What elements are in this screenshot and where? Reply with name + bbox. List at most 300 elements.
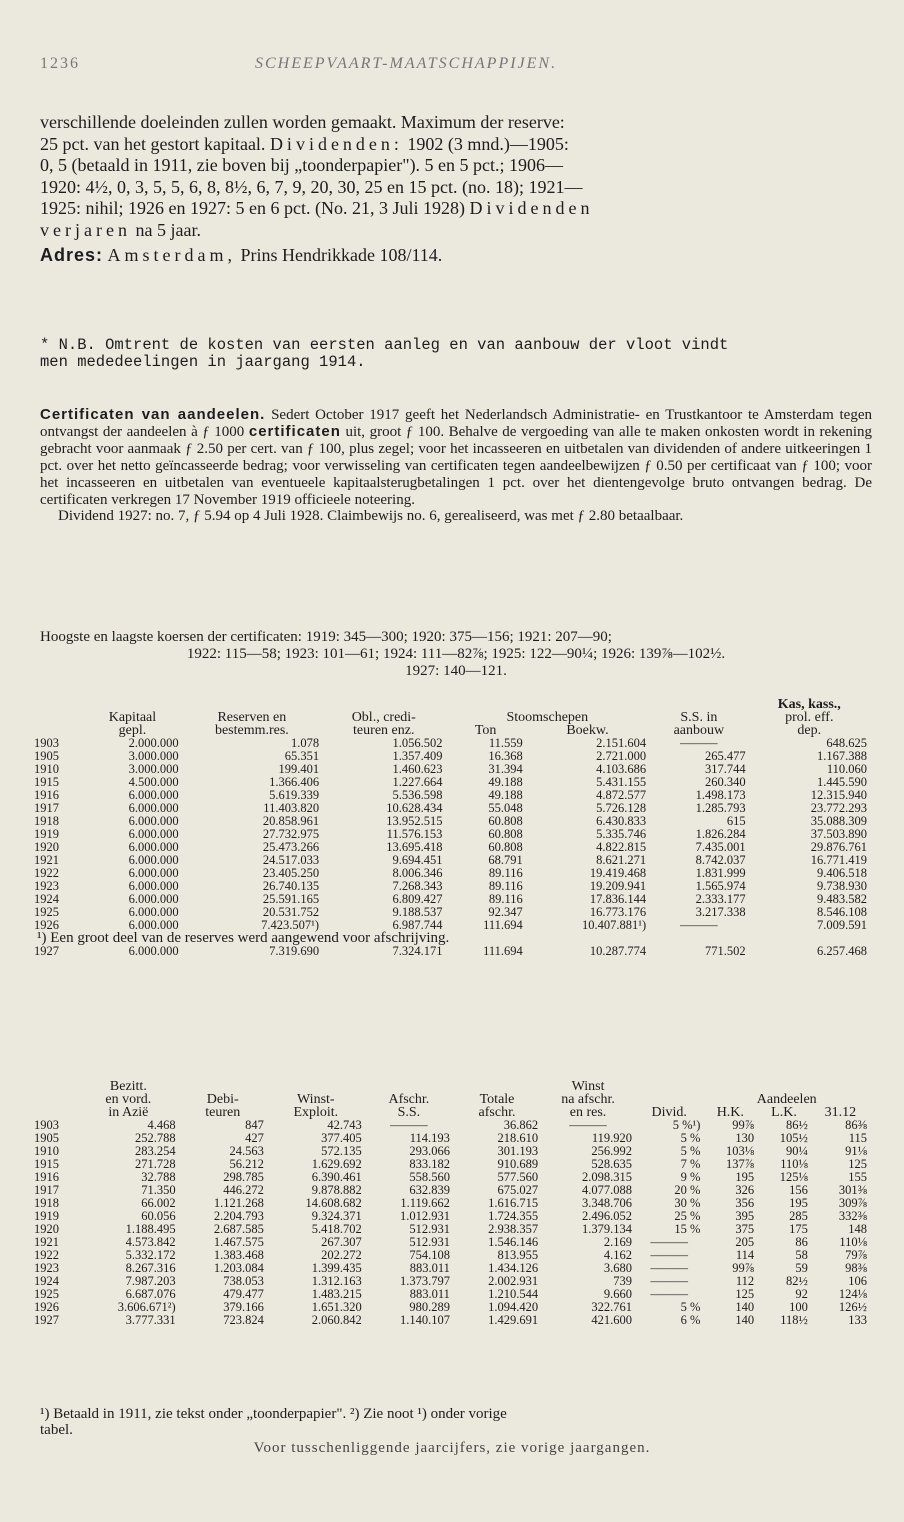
- table-cell: ———: [650, 1248, 688, 1262]
- table-cell: 2.002.931: [488, 1274, 539, 1288]
- table-cell: 125: [735, 1287, 755, 1301]
- table-cell: 110.060: [826, 762, 867, 776]
- table-cell: 6.987.744: [392, 918, 443, 932]
- table-cell: 105½: [779, 1131, 808, 1145]
- year-cell: 1923: [34, 1261, 59, 1275]
- column-header: Winst-: [297, 1092, 335, 1107]
- year-cell: 1922: [34, 1248, 59, 1262]
- table-cell: 512.931: [409, 1222, 450, 1236]
- table-cell: 1.094.420: [488, 1300, 539, 1314]
- price-line: Hoogste en laagste koersen der certificaten: 1919: 345—300; 1920: 375—156; 1921: 207—90;: [40, 629, 612, 645]
- table-cell: 10.407.881¹): [581, 918, 647, 932]
- table-cell: 6.000.000: [128, 879, 179, 893]
- table-cell: 7.319.690: [269, 944, 320, 958]
- table-cell: 4.573.842: [125, 1235, 176, 1249]
- table-cell: 6.809.427: [392, 892, 443, 906]
- table-cell: 9.324.371: [311, 1209, 362, 1223]
- year-cell: 1915: [34, 775, 59, 789]
- table-cell: 4.500.000: [128, 775, 179, 789]
- table-cell: 6.000.000: [128, 840, 179, 854]
- table-cell: 723.824: [223, 1313, 264, 1327]
- table-cell: 301.193: [497, 1144, 539, 1158]
- table-cell: 1.056.502: [392, 736, 443, 750]
- table-cell: 23.405.250: [262, 866, 320, 880]
- table-cell: 114: [735, 1248, 755, 1262]
- year-cell: 1927: [34, 944, 59, 958]
- table-cell: 25.591.165: [262, 892, 320, 906]
- year-cell: 1926: [34, 1300, 59, 1314]
- para-text: 1902 (3 mnd.)—1905:: [407, 133, 569, 154]
- table-cell: 632.839: [409, 1183, 450, 1197]
- table-cell: 1.167.388: [817, 749, 867, 763]
- table-cell: 130: [735, 1131, 755, 1145]
- table-cell: 3.000.000: [128, 749, 179, 763]
- table-row: [34, 1314, 870, 1327]
- table-cell: 9.188.537: [392, 905, 443, 919]
- table-cell: 1.629.692: [311, 1157, 362, 1171]
- table-cell: 883.011: [409, 1287, 450, 1301]
- table-cell: 3.680: [603, 1261, 632, 1275]
- table-cell: 55.048: [488, 801, 523, 815]
- column-header: Bezitt.: [109, 1079, 147, 1094]
- table-cell: 252.788: [135, 1131, 176, 1145]
- column-header: in Azië: [108, 1105, 149, 1120]
- column-header: L.K.: [771, 1105, 797, 1120]
- table-cell: 5.536.598: [392, 788, 443, 802]
- table-cell: 675.027: [497, 1183, 539, 1197]
- table-note: ¹) Een groot deel van de reserves werd aangewend voor afschrijving.: [37, 930, 450, 946]
- column-header: bestemm.res.: [214, 723, 289, 738]
- table-cell: 36.862: [503, 1118, 539, 1132]
- table-cell: 1.445.590: [817, 775, 867, 789]
- table-cell: 155: [848, 1170, 867, 1184]
- closing-note: Voor tusschenliggende jaarcijfers, zie vorige jaargangen.: [253, 1440, 651, 1456]
- table-cell: 13.952.515: [386, 814, 443, 828]
- column-header: Kas, kass.,: [777, 697, 841, 712]
- table-cell: 98⅜: [845, 1261, 867, 1275]
- table-cell: 114.193: [409, 1131, 450, 1145]
- table-cell: 4.872.577: [596, 788, 647, 802]
- column-header: Divid.: [651, 1105, 687, 1120]
- table-cell: 980.289: [409, 1300, 450, 1314]
- table-cell: 49.188: [488, 788, 523, 802]
- table-cell: 60.056: [141, 1209, 176, 1223]
- table-cell: 771.502: [704, 944, 746, 958]
- table-cell: 2.060.842: [311, 1313, 362, 1327]
- table-cell: 1.366.406: [269, 775, 320, 789]
- table-cell: 6.000.000: [128, 827, 179, 841]
- table-cell: 2.169: [603, 1235, 632, 1249]
- table-cell: 89.116: [488, 866, 523, 880]
- table-cell: 265.477: [704, 749, 746, 763]
- table-cell: 648.625: [826, 736, 867, 750]
- table-cell: 11.559: [488, 736, 523, 750]
- column-header: en vord.: [105, 1092, 152, 1107]
- table-cell: 1.227.664: [392, 775, 443, 789]
- table-cell: 446.272: [223, 1183, 264, 1197]
- table-cell: 317.744: [704, 762, 746, 776]
- nb-note: [40, 337, 872, 371]
- column-header: aanbouw: [673, 723, 725, 738]
- year-cell: 1917: [34, 801, 59, 815]
- table-cell: 1.546.146: [488, 1235, 539, 1249]
- table-cell: 1.616.715: [488, 1196, 539, 1210]
- certificates-paragraph: [40, 407, 872, 525]
- footnote-line: tabel.: [40, 1422, 73, 1438]
- table-cell: 15 %: [674, 1222, 701, 1236]
- table-cell: 79⅞: [845, 1248, 867, 1262]
- cert-text: uit, groot ƒ 100. Behalve de vergoeding van alle te maken onkosten wordt in rekening gebracht voor aanmaak ƒ 2.50 per cert. van ƒ 100, plus zegel; voor het incasseeren en uitbetalen van dividenden of andere uitkeeringen 1 pct. over het netto geïncasseerde bedrag; voor verwisseling van certificaten tegen aandeelbewijzen ƒ 0.50 per certificaat van ƒ 100; voor het incasseeren en uitbetalen van eventueele kapitaalsterugbetalingen 1 pct. over het dientengevolge bruto ontvangen bedrag. De certificaten verkregen 17 November 1919 officieele noteering.: [40, 423, 872, 508]
- table-cell: 1.724.355: [488, 1209, 539, 1223]
- column-header: Ton: [474, 723, 497, 738]
- table-cell: 1.188.495: [125, 1222, 176, 1236]
- table-cell: 421.600: [591, 1313, 632, 1327]
- table-cell: 16.368: [488, 749, 523, 763]
- table-cell: 68.791: [488, 853, 523, 867]
- table-cell: 3.777.331: [125, 1313, 176, 1327]
- address-line: [40, 245, 872, 267]
- table-cell: 1.460.623: [392, 762, 443, 776]
- table-cell: 379.166: [223, 1300, 264, 1314]
- table-cell: 89.116: [488, 892, 523, 906]
- table-cell: 375: [735, 1222, 755, 1236]
- column-header: S.S. in: [680, 710, 718, 725]
- table-cell: 9.483.582: [817, 892, 867, 906]
- year-cell: 1925: [34, 905, 59, 919]
- table-cell: 7.268.343: [392, 879, 443, 893]
- table-cell: 5 %¹): [672, 1118, 701, 1132]
- table-cell: 9.406.518: [817, 866, 867, 880]
- table-cell: 5.418.702: [311, 1222, 362, 1236]
- table-cell: 6.000.000: [128, 918, 179, 932]
- table-cell: 7.987.203: [125, 1274, 176, 1288]
- table-cell: 309⅞: [838, 1196, 867, 1210]
- table-cell: 1.140.107: [399, 1313, 450, 1327]
- table-cell: 86½: [785, 1118, 808, 1132]
- table-cell: 5.335.746: [596, 827, 647, 841]
- para-text: na 5 jaar.: [135, 219, 201, 240]
- table-cell: 6 %: [680, 1313, 701, 1327]
- table-cell: 512.931: [409, 1235, 450, 1249]
- table-cell: 5.332.172: [125, 1248, 176, 1262]
- column-header: Exploit.: [293, 1105, 339, 1120]
- table-cell: 1.383.468: [213, 1248, 264, 1262]
- certificates-heading: Certificaten van aandeelen.: [40, 406, 266, 423]
- profit-table: [34, 1080, 870, 1327]
- table-cell: 86⅜: [845, 1118, 867, 1132]
- column-header: S.S.: [397, 1105, 421, 1120]
- year-cell: 1925: [34, 1287, 59, 1301]
- table-cell: 5.431.155: [596, 775, 647, 789]
- para-line: 0, 5 (betaald in 1911, zie boven bij „toonderpapier"). 5 en 5 pct.; 1906—: [40, 155, 564, 175]
- column-header: Obl., credi-: [351, 710, 416, 725]
- table-cell: 100: [789, 1300, 808, 1314]
- table-cell: 6.000.000: [128, 801, 179, 815]
- column-header: Afschr.: [388, 1092, 430, 1107]
- table-cell: 111.694: [483, 944, 523, 958]
- year-cell: 1921: [34, 1235, 59, 1249]
- table-cell: 133: [848, 1313, 867, 1327]
- table-cell: 1.483.215: [311, 1287, 362, 1301]
- year-cell: 1922: [34, 866, 59, 880]
- table-row: [34, 945, 870, 958]
- para-line: [40, 198, 872, 220]
- table-cell: ———: [650, 1274, 688, 1288]
- column-header: Aandeelen: [756, 1092, 817, 1107]
- table-cell: 92.347: [488, 905, 523, 919]
- column-header: gepl.: [118, 723, 147, 738]
- table-cell: 910.689: [497, 1157, 539, 1171]
- table-cell: 20.531.752: [262, 905, 320, 919]
- column-header: na afschr.: [561, 1092, 615, 1107]
- table-cell: 2.938.357: [488, 1222, 539, 1236]
- table-cell: 847: [245, 1118, 264, 1132]
- table-cell: 883.011: [409, 1261, 450, 1275]
- column-header: teuren: [205, 1105, 241, 1120]
- column-header: Totale: [479, 1092, 515, 1107]
- table-cell: 24.563: [229, 1144, 264, 1158]
- table-cell: 11.576.153: [386, 827, 443, 841]
- table-cell: 126½: [838, 1300, 867, 1314]
- table-cell: 6.687.076: [125, 1287, 176, 1301]
- table-cell: 11.403.820: [263, 801, 320, 815]
- table-cell: 4.162: [603, 1248, 632, 1262]
- table-cell: 301⅜: [838, 1183, 867, 1197]
- table-cell: 89.116: [488, 879, 523, 893]
- year-cell: 1915: [34, 1157, 59, 1171]
- table-cell: 7.423.507¹): [261, 918, 320, 932]
- table-cell: 2.687.585: [213, 1222, 264, 1236]
- table-cell: 60.808: [488, 827, 523, 841]
- address-label: Adres:: [40, 245, 104, 265]
- year-cell: 1905: [34, 749, 59, 763]
- table-cell: 125⅛: [779, 1170, 808, 1184]
- table-cell: 1.826.284: [695, 827, 746, 841]
- footnote-line: ¹) Betaald in 1911, zie tekst onder „toonderpapier". ²) Zie noot ¹) onder vorige: [40, 1406, 507, 1422]
- table-cell: 119.920: [591, 1131, 632, 1145]
- table-cell: 1.831.999: [695, 866, 746, 880]
- table-cell: 5.726.128: [596, 801, 647, 815]
- table-cell: 19.419.468: [589, 866, 647, 880]
- table-cell: 298.785: [223, 1170, 264, 1184]
- table-cell: 7.009.591: [817, 918, 867, 932]
- table-cell: 395: [735, 1209, 755, 1223]
- table-cell: 271.728: [135, 1157, 176, 1171]
- table-cell: 8.546.108: [817, 905, 867, 919]
- table-cell: 30 %: [674, 1196, 701, 1210]
- nb-line: men mededeelingen in jaargang 1914.: [40, 353, 366, 371]
- para-line: 1920: 4½, 0, 3, 5, 5, 6, 8, 8½, 6, 7, 9, 20, 30, 25 en 15 pct. (no. 18); 1921—: [40, 176, 583, 197]
- table-cell: 59: [795, 1261, 808, 1275]
- table-cell: 111.694: [483, 918, 523, 932]
- table-cell: 1.312.163: [311, 1274, 362, 1288]
- table-cell: 377.405: [321, 1131, 362, 1145]
- table-cell: 60.808: [488, 814, 523, 828]
- price-line: 1922: 115—58; 1923: 101—61; 1924: 111—82⅞; 1925: 122—90¼; 1926: 139⅞—102½.: [186, 646, 726, 662]
- year-cell: 1926: [34, 918, 59, 932]
- table-cell: 218.610: [497, 1131, 539, 1145]
- column-header: Winst: [571, 1079, 605, 1094]
- year-cell: 1924: [34, 892, 59, 906]
- table-cell: 1.565.974: [695, 879, 746, 893]
- table-cell: 293.066: [409, 1144, 450, 1158]
- table-cell: 58: [795, 1248, 808, 1262]
- table-cell: 86: [795, 1235, 808, 1249]
- table-cell: 7.324.171: [392, 944, 443, 958]
- table-cell: 1.429.691: [488, 1313, 539, 1327]
- table-cell: 285: [789, 1209, 808, 1223]
- cert-text: Sedert October 1917 geeft het Nederlandsch Administratie- en Trustkantoor te Amsterdam tegen ontvangst der aandeelen à ƒ 1000: [40, 407, 872, 440]
- table-cell: 112: [735, 1274, 755, 1288]
- table-cell: 6.000.000: [128, 905, 179, 919]
- year-cell: 1903: [34, 1118, 59, 1132]
- cert-bold: certificaten: [248, 422, 341, 440]
- table-cell: 427: [245, 1131, 264, 1145]
- table-cell: 25.473.266: [262, 840, 320, 854]
- column-header: en res.: [569, 1105, 607, 1120]
- address-street: Prins Hendrikkade 108/114.: [240, 245, 443, 265]
- table-cell: 1.399.435: [311, 1261, 362, 1275]
- table-cell: 6.430.833: [596, 814, 647, 828]
- table-body: [34, 737, 870, 932]
- table-cell: 1.357.409: [392, 749, 443, 763]
- table-cell: 71.350: [141, 1183, 176, 1197]
- table-cell: 2.204.793: [213, 1209, 264, 1223]
- column-header: dep.: [797, 723, 822, 738]
- table-cell: 99⅞: [732, 1118, 755, 1132]
- table-cell: ———: [650, 1287, 688, 1301]
- table-cell: 2.496.052: [581, 1209, 632, 1223]
- running-title: SCHEEPVAART-MAATSCHAPPIJEN.: [255, 55, 558, 72]
- column-header: H.K.: [716, 1105, 744, 1120]
- table-cell: 6.000.000: [128, 944, 179, 958]
- table-cell: 1.210.544: [488, 1287, 539, 1301]
- table-cell: 3.217.338: [695, 905, 746, 919]
- table-cell: 66.002: [141, 1196, 176, 1210]
- table-cell: 195: [735, 1170, 755, 1184]
- verjaren-label: verjaren: [40, 219, 131, 240]
- table-cell: 577.560: [497, 1170, 539, 1184]
- table-cell: 5 %: [680, 1131, 701, 1145]
- table-cell: 125: [848, 1157, 867, 1171]
- table-cell: 3.606.671²): [117, 1300, 176, 1314]
- table-cell: 10.628.434: [386, 801, 443, 815]
- table-cell: 3.000.000: [128, 762, 179, 776]
- table-cell: 256.992: [591, 1144, 632, 1158]
- table-cell: 32.788: [141, 1170, 176, 1184]
- table-cell: 140: [735, 1300, 755, 1314]
- table-cell: 2.098.315: [581, 1170, 632, 1184]
- table-cell: 106: [848, 1274, 867, 1288]
- table-cell: 528.635: [591, 1157, 632, 1171]
- table-cell: 137⅞: [726, 1157, 755, 1171]
- table-cell: 4.822.815: [596, 840, 647, 854]
- table-cell: 13.695.418: [386, 840, 443, 854]
- table-cell: 103⅛: [726, 1144, 755, 1158]
- table-cell: 2.151.604: [596, 736, 647, 750]
- table-cell: 572.135: [321, 1144, 362, 1158]
- table-cell: 82½: [785, 1274, 808, 1288]
- table-cell: 90¼: [785, 1144, 808, 1158]
- table-cell: 12.315.940: [810, 788, 867, 802]
- table-cell: 813.955: [497, 1248, 539, 1262]
- table-cell: 8.621.271: [596, 853, 647, 867]
- table-cell: 8.267.316: [125, 1261, 176, 1275]
- balance-table: [34, 698, 870, 958]
- dividend-paragraph: [40, 112, 872, 267]
- table-cell: 29.876.761: [810, 840, 867, 854]
- year-cell: 1923: [34, 879, 59, 893]
- table-cell: 739: [613, 1274, 632, 1288]
- table-cell: 4.103.686: [596, 762, 647, 776]
- table-cell: 1.203.084: [213, 1261, 264, 1275]
- year-cell: 1927: [34, 1313, 59, 1327]
- year-cell: 1910: [34, 1144, 59, 1158]
- table-cell: 2.000.000: [128, 736, 179, 750]
- table-cell: 205: [735, 1235, 755, 1249]
- table-cell: 110⅛: [780, 1157, 808, 1171]
- table-cell: 26.740.135: [262, 879, 320, 893]
- table-cell: 140: [735, 1313, 755, 1327]
- table-cell: ———: [650, 1235, 688, 1249]
- table-cell: 20 %: [674, 1183, 701, 1197]
- footnote: [40, 1406, 872, 1438]
- table-cell: 267.307: [321, 1235, 362, 1249]
- table-cell: 6.000.000: [128, 853, 179, 867]
- table-cell: 9.694.451: [392, 853, 443, 867]
- table-cell: 92: [795, 1287, 808, 1301]
- year-cell: 1916: [34, 1170, 59, 1184]
- table-cell: 6.000.000: [128, 814, 179, 828]
- table-cell: 175: [789, 1222, 808, 1236]
- table-cell: 1.119.662: [400, 1196, 450, 1210]
- table-cell: 1.078: [290, 736, 320, 750]
- table-cell: 91⅛: [845, 1144, 867, 1158]
- table-cell: 60.808: [488, 840, 523, 854]
- table-cell: 110⅛: [839, 1235, 867, 1249]
- column-header: Reserven en: [217, 710, 287, 725]
- table-header-row: [34, 711, 870, 724]
- address-city: Amsterdam,: [107, 245, 236, 265]
- dividenden-label: Dividenden: [469, 198, 594, 218]
- para-line: [40, 134, 872, 156]
- table-cell: 260.340: [704, 775, 746, 789]
- year-cell: 1920: [34, 840, 59, 854]
- table-cell: 1.121.268: [213, 1196, 264, 1210]
- para-line: verschillende doeleinden zullen worden gemaakt. Maximum der reserve:: [40, 112, 565, 132]
- table-cell: 9.878.882: [311, 1183, 362, 1197]
- table-cell: 19.209.941: [589, 879, 647, 893]
- year-cell: 1905: [34, 1131, 59, 1145]
- table-cell: 195: [789, 1196, 808, 1210]
- table-cell: 16.771.419: [810, 853, 867, 867]
- table-body: [34, 945, 870, 958]
- table-cell: 7 %: [680, 1157, 701, 1171]
- table-cell: 754.108: [409, 1248, 450, 1262]
- table-cell: 56.212: [229, 1157, 264, 1171]
- table-cell: 25 %: [674, 1209, 701, 1223]
- year-cell: 1910: [34, 762, 59, 776]
- cert-dividend-line: Dividend 1927: no. 7, ƒ 5.94 op 4 Juli 1928. Claimbewijs no. 6, gerealiseerd, was met ƒ 2.80 betaalbaar.: [58, 508, 684, 525]
- table-cell: 20.858.961: [262, 814, 320, 828]
- table-cell: 2.721.000: [596, 749, 647, 763]
- table-cell: 118½: [780, 1313, 808, 1327]
- table-cell: 479.477: [223, 1287, 264, 1301]
- table-cell: ———: [569, 1118, 607, 1132]
- nb-line: * N.B. Omtrent de kosten van eersten aanleg en van aanbouw der vloot vindt: [40, 336, 729, 354]
- table-cell: 65.351: [284, 749, 320, 763]
- table-cell: 6.000.000: [128, 892, 179, 906]
